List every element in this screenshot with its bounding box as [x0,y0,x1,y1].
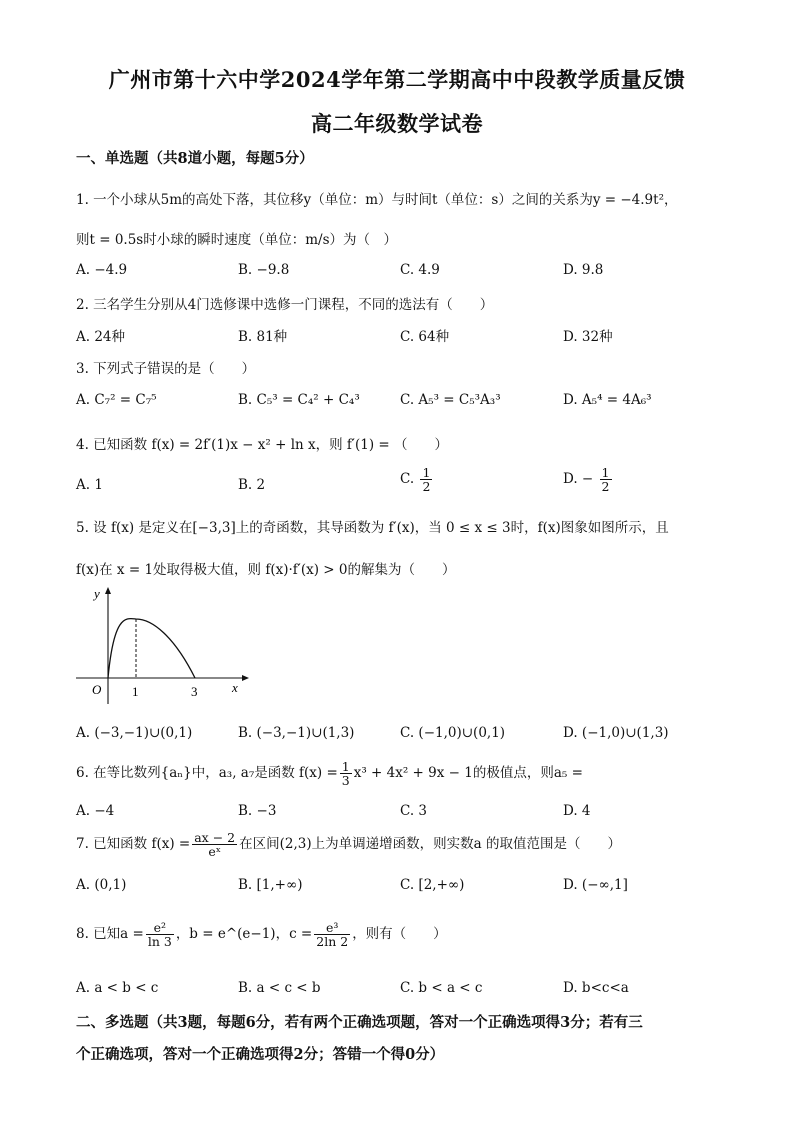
q8-option-d: D. b<c<a [563,980,629,996]
question-1-line1: 1. 一个小球从5m的高处下落，其位移y（单位：m）与时间t（单位：s）之间的关系为y = −4.9t²， [76,192,678,208]
function-curve [108,619,195,678]
q7-option-d: D. (−∞,1] [563,877,628,893]
question-8 [76,921,447,948]
tick-label-3: 3 [191,684,198,699]
q6-option-d: D. 4 [563,803,591,819]
q4-option-a: A. 1 [76,477,103,493]
q2-option-d: D. 32种 [563,329,613,345]
q3-option-a: A. C₇² = C₇⁵ [76,392,157,408]
q2-option-a: A. 24种 [76,329,126,345]
question-5-line2: f(x)在 x = 1处取得极大值，则 f(x)·f′(x) > 0的解集为（ ） [76,562,456,578]
origin-label: O [92,682,102,697]
q2-option-b: B. 81种 [238,329,288,345]
function-graph-figure [74,584,254,710]
question-5-line1: 5. 设 f(x) 是定义在[−3,3]上的奇函数，其导函数为 f′(x)，当 0 ≤ x ≤ 3时，f(x)图象如图所示，且 [76,520,669,536]
q6-option-c: C. 3 [400,803,428,819]
q6-option-a: A. −4 [76,803,115,819]
q8-fraction-a: $\frac{\text{e²}}{\ln 3}$ [147,920,172,950]
section-2-heading-line1: 二、多选题（共3题，每题6分，若有两个正确选项题，答对一个正确选项得3分；若有三 [76,1014,643,1031]
q4-option-b: B. 2 [238,477,266,493]
question-1-line2: 则t = 0.5s时小球的瞬时速度（单位：m/s）为（ ） [76,232,397,248]
q6-stem-b: x³ + 4x² + 9x − 1的极值点，则a₅ = [353,765,583,782]
q8-fraction-c: $\frac{\text{e³}}{2\ln 2}$ [316,920,349,950]
question-4: 4. 已知函数 f(x) = 2f′(1)x − x² + ln x，则 f′(1) = （ ） [76,437,448,453]
x-axis-arrow [242,675,249,681]
q5-option-d: D. (−1,0)∪(1,3) [563,725,669,741]
q4-option-c-fraction: $\frac{1}{2}$ [422,465,431,495]
question-7 [76,831,621,858]
q8-option-b: B. a < c < b [238,980,321,996]
y-axis-arrow [105,587,111,594]
q6-stem-a: 6. 在等比数列{aₙ}中，a₃, a₇是函数 f(x) = [76,765,338,782]
question-3: 3. 下列式子错误的是（ ） [76,361,256,377]
q6-option-b: B. −3 [238,803,277,819]
q8-option-a: A. a < b < c [76,980,159,996]
q1-option-c: C. 4.9 [400,262,440,278]
q4-option-c [400,466,434,493]
tick-label-1: 1 [132,684,139,699]
section-1-heading: 一、单选题（共8道小题，每题5分） [76,150,314,167]
q8-stem-a: 8. 已知a = [76,926,144,943]
question-6 [76,760,583,787]
q5-option-b: B. (−3,−1)∪(1,3) [238,725,355,741]
q1-option-d: D. 9.8 [563,262,604,278]
y-axis-label: y [94,586,100,601]
question-2: 2. 三名学生分别从4门选修课中选修一门课程，不同的选法有（ ） [76,297,494,313]
q1-option-b: B. −9.8 [238,262,290,278]
q3-option-d: D. A₅⁴ = 4A₆³ [563,392,652,408]
q8-option-c: C. b < a < c [400,980,483,996]
q3-option-c: C. A₅³ = C₅³A₃³ [400,392,501,408]
q6-fraction: $\frac{1}{3}$ [341,759,350,789]
exam-title: 广州市第十六中学2024学年第二学期高中中段教学质量反馈 [108,67,686,92]
q7-option-b: B. [1,+∞) [238,877,303,893]
q7-stem-b: 在区间(2,3)上为单调递增函数，则实数a 的取值范围是（ ） [239,836,621,853]
q7-option-c: C. [2,+∞) [400,877,465,893]
q1-option-a: A. −4.9 [76,262,128,278]
q7-option-a: A. (0,1) [76,877,127,893]
q5-option-a: A. (−3,−1)∪(0,1) [76,725,193,741]
x-axis-label: x [232,680,238,695]
q4-option-c-letter: C. [400,471,415,488]
q7-fraction: $\frac{ax - 2}{\text{eˣ}}$ [194,830,236,860]
q7-stem-a: 7. 已知函数 f(x) = [76,836,191,853]
q8-stem-b: ，b = e^(e−1)，c = [175,926,313,943]
q8-stem-c: ，则有（ ） [352,926,447,943]
q4-option-d-letter: D. − [563,471,594,488]
q2-option-c: C. 64种 [400,329,450,345]
q5-option-c: C. (−1,0)∪(0,1) [400,725,506,741]
q4-option-d [563,466,614,493]
section-2-heading-line2: 个正确选项，答对一个正确选项得2分；答错一个得0分） [76,1046,445,1063]
q4-option-d-fraction: $\frac{1}{2}$ [601,465,610,495]
exam-subtitle: 高二年级数学试卷 [311,111,483,136]
q3-option-b: B. C₅³ = C₄² + C₄³ [238,392,360,408]
